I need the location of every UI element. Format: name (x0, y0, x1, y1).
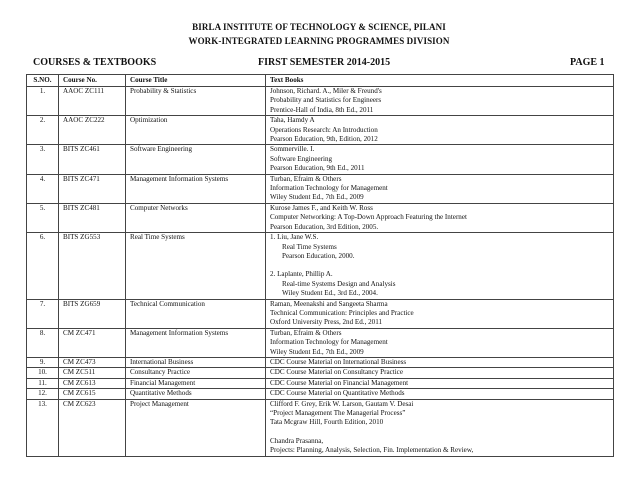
text-book-line: Software Engineering (270, 154, 333, 163)
row-sno: 10. (27, 368, 59, 378)
text-book-line: Pearson Education, 3rd Edition, 2005. (270, 222, 379, 231)
row-text-books (266, 116, 614, 145)
table-row (27, 378, 614, 388)
row-course-title: International Business (126, 357, 266, 367)
text-book-line: Computer Networking: A Top-Down Approach Featuring the Internet (270, 213, 467, 222)
section-label: COURSES & TEXTBOOKS (33, 57, 157, 68)
row-sno: 13. (27, 399, 59, 456)
row-course-no: CM ZC613 (59, 378, 126, 388)
text-book-line: Oxford University Press, 2nd Ed., 2011 (270, 318, 383, 327)
row-sno: 9. (27, 357, 59, 367)
row-course-title: Technical Communication (126, 299, 266, 328)
row-course-no: CM ZC473 (59, 357, 126, 367)
row-sno: 6. (27, 233, 59, 299)
table-row (27, 174, 614, 203)
text-book-line: Pearson Education, 9th Ed., 2011 (270, 164, 365, 173)
table-row (27, 116, 614, 145)
row-text-books (266, 145, 614, 174)
text-book-line: 1. Liu, Jane W.S. (270, 233, 319, 242)
page-number: PAGE 1 (570, 57, 605, 68)
row-text-books (266, 87, 614, 116)
row-sno: 3. (27, 145, 59, 174)
row-course-title: Real Time Systems (126, 233, 266, 299)
text-book-line: Probability and Statistics for Engineers (270, 96, 382, 105)
text-book-line: Tata Mcgraw Hill, Fourth Edition, 2010 (270, 418, 384, 427)
row-text-books (266, 233, 614, 299)
row-course-no: CM ZC471 (59, 328, 126, 357)
table-row (27, 233, 614, 299)
text-book-line: Real-time Systems Design and Analysis (282, 279, 396, 288)
text-book-line: Wiley Student Ed., 7th Ed., 2009 (270, 193, 364, 202)
column-header-text-books: Text Books (266, 75, 614, 87)
row-sno: 4. (27, 174, 59, 203)
row-sno: 5. (27, 203, 59, 232)
text-book-line: Taha, Hamdy A (270, 116, 315, 125)
column-header-course-no: Course No. (59, 75, 126, 87)
text-book-line: Projects: Planning, Analysis, Selection, Fin. Implementation & Review, (270, 446, 474, 455)
table-row (27, 145, 614, 174)
column-header-sno: S.NO. (27, 75, 59, 87)
row-sno: 2. (27, 116, 59, 145)
text-book-line: Clifford F. Grey, Erik W. Larson, Gautam V. Desai (270, 399, 414, 408)
row-text-books (266, 357, 614, 367)
row-course-title: Optimization (126, 116, 266, 145)
row-course-title: Management Information Systems (126, 328, 266, 357)
row-text-books (266, 203, 614, 232)
text-book-line: Wiley Student Ed., 7th Ed., 2009 (270, 347, 364, 356)
textbooks-table (26, 74, 614, 457)
institute-title: BIRLA INSTITUTE OF TECHNOLOGY & SCIENCE, PILANI (192, 22, 446, 32)
division-title: WORK-INTEGRATED LEARNING PROGRAMMES DIVISION (188, 36, 450, 46)
row-sno: 11. (27, 378, 59, 388)
text-book-line: Information Technology for Management (270, 338, 388, 347)
text-book-line: CDC Course Material on International Business (270, 357, 407, 366)
table-row (27, 399, 614, 456)
table-row (27, 389, 614, 399)
text-book-line: 2. Laplante, Phillip A. (270, 270, 333, 279)
text-book-line: Kurose James F., and Keith W. Ross (270, 203, 373, 212)
text-book-line: Johnson, Richard. A., Miler & Freund's (270, 87, 382, 95)
row-course-title: Consultancy Practice (126, 368, 266, 378)
table-row (27, 203, 614, 232)
row-sno: 12. (27, 389, 59, 399)
row-course-no: BITS ZC471 (59, 174, 126, 203)
text-book-line: Information Technology for Management (270, 184, 388, 193)
text-book-line: Turban, Efraim & Others (270, 328, 342, 337)
text-book-line: “Project Management The Managerial Process” (270, 409, 406, 417)
row-course-no: BITS ZC481 (59, 203, 126, 232)
row-text-books (266, 368, 614, 378)
row-course-title: Software Engineering (126, 145, 266, 174)
row-course-title: Project Management (126, 399, 266, 456)
text-book-line: Real Time Systems (282, 242, 337, 251)
text-book-line: Chandra Prasanna, (270, 436, 324, 445)
row-course-no: CM ZC511 (59, 368, 126, 378)
text-book-line: Pearson Education, 9th, Edition, 2012 (270, 135, 378, 144)
row-text-books (266, 399, 614, 456)
table-row (27, 87, 614, 116)
text-book-line: CDC Course Material on Quantitative Methods (270, 389, 405, 398)
text-book-line: Technical Communication: Principles and Practice (270, 308, 414, 317)
text-book-line: Operations Research: An Introduction (270, 125, 378, 134)
row-text-books (266, 389, 614, 399)
row-text-books (266, 328, 614, 357)
row-course-title: Management Information Systems (126, 174, 266, 203)
row-text-books (266, 378, 614, 388)
row-course-title: Quantitative Methods (126, 389, 266, 399)
row-sno: 7. (27, 299, 59, 328)
text-book-line (270, 261, 609, 270)
row-course-no: BITS ZG659 (59, 299, 126, 328)
table-header-row (27, 75, 614, 87)
text-book-line: CDC Course Material on Consultancy Practice (270, 368, 403, 377)
semester-label: FIRST SEMESTER 2014-2015 (258, 57, 391, 68)
text-book-line: Prentice-Hall of India, 8th Ed., 2011 (270, 105, 374, 114)
text-book-line: Raman, Meenakshi and Sangeeta Sharma (270, 299, 388, 308)
row-course-title: Financial Management (126, 378, 266, 388)
row-course-no: AAOC ZC222 (59, 116, 126, 145)
row-course-no: BITS ZG553 (59, 233, 126, 299)
text-book-line: Pearson Education, 2000. (282, 251, 355, 260)
row-course-title: Computer Networks (126, 203, 266, 232)
table-row (27, 368, 614, 378)
row-sno: 1. (27, 87, 59, 116)
table-row (27, 328, 614, 357)
table-row (27, 357, 614, 367)
row-course-title: Probability & Statistics (126, 87, 266, 116)
row-course-no: AAOC ZC111 (59, 87, 126, 116)
text-book-line: Turban, Efraim & Others (270, 174, 342, 183)
row-sno: 8. (27, 328, 59, 357)
row-text-books (266, 174, 614, 203)
text-book-line: Sommerville. I. (270, 145, 315, 154)
text-book-line: CDC Course Material on Financial Management (270, 378, 409, 387)
row-course-no: BITS ZC461 (59, 145, 126, 174)
row-course-no: CM ZC615 (59, 389, 126, 399)
text-book-line (270, 428, 609, 437)
text-book-line: Wiley Student Ed., 3rd Ed., 2004. (282, 289, 378, 298)
row-text-books (266, 299, 614, 328)
row-course-no: CM ZC623 (59, 399, 126, 456)
table-row (27, 299, 614, 328)
column-header-course-title: Course Title (126, 75, 266, 87)
